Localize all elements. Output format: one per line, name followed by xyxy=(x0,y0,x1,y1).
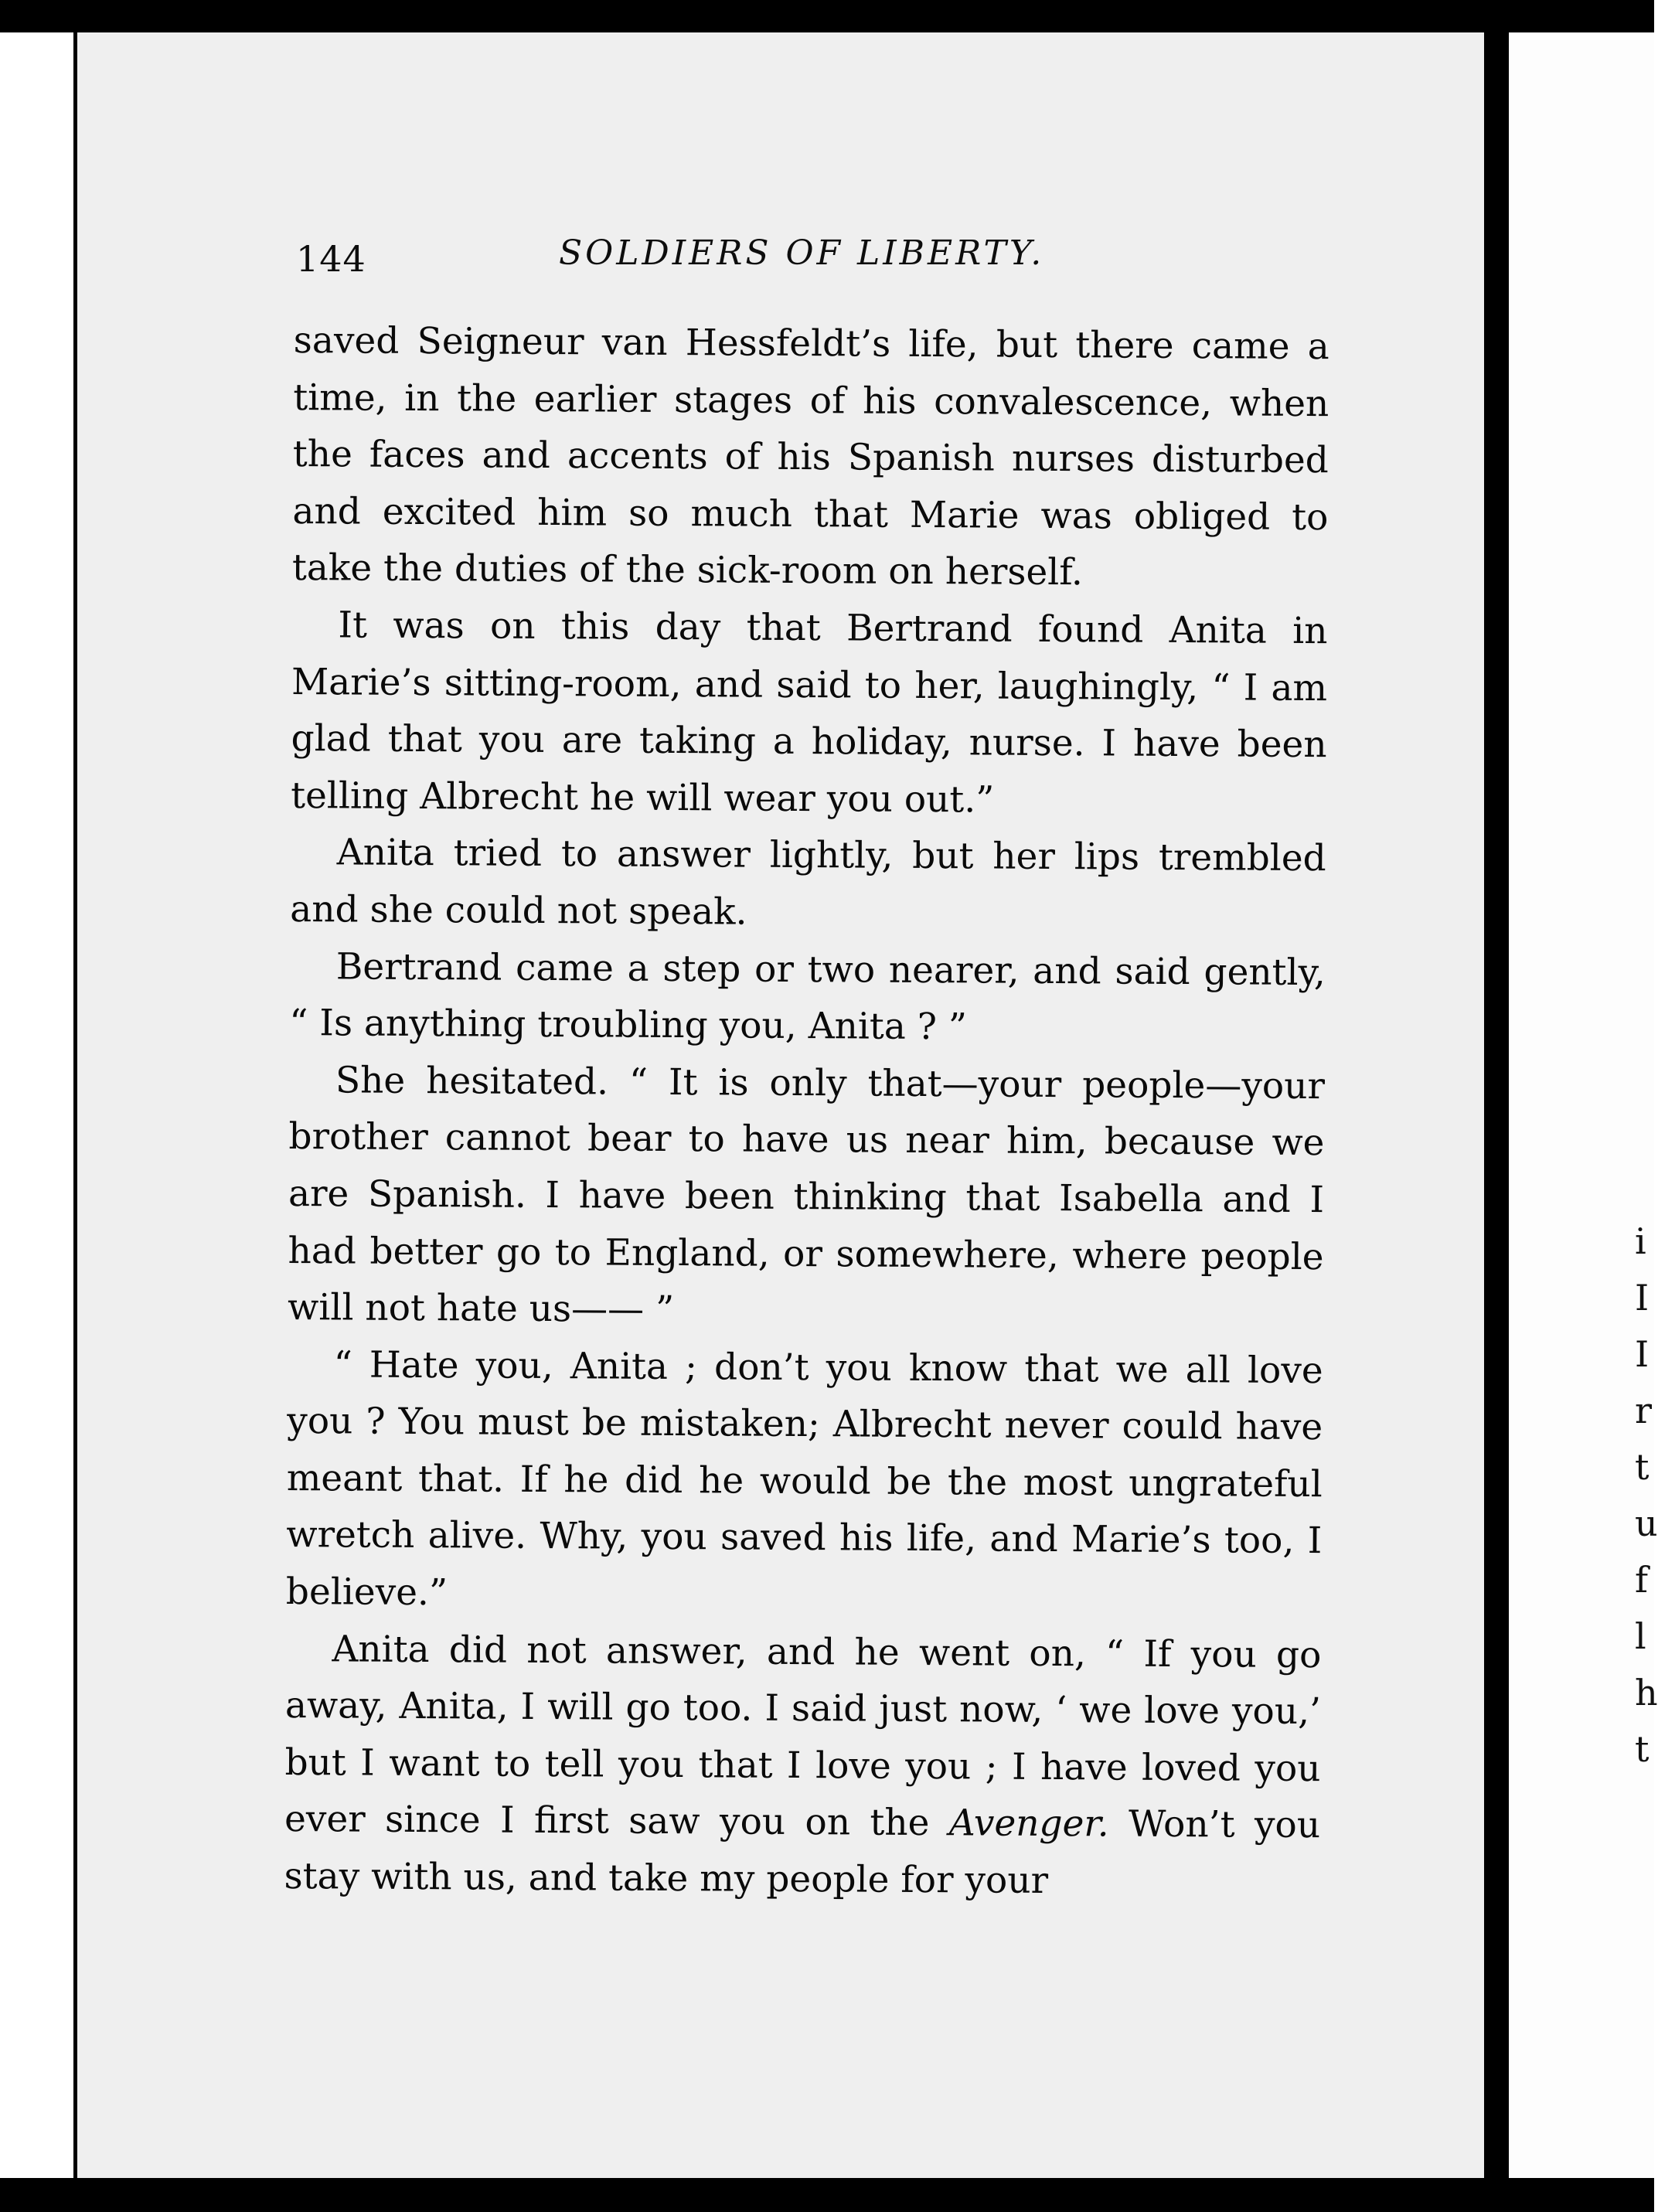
edge-letter: t xyxy=(1635,1728,1649,1770)
page-header xyxy=(296,233,1332,280)
paragraph: It was on this day that Bertrand found Anita in Marie’s sitting-room, and said to her, laughingly, “ I am glad that you are taking a holiday, nurse. I have been telling Albrecht he will wear you out.” xyxy=(291,604,1328,822)
edge-letter: i xyxy=(1635,1220,1646,1262)
edge-letter: r xyxy=(1635,1390,1652,1431)
scan-border-bottom xyxy=(0,2178,1654,2212)
edge-letter: h xyxy=(1635,1672,1658,1713)
paragraph-text-tail: Won’t you stay with us, and take my people for your xyxy=(284,1802,1321,1903)
body-text xyxy=(284,312,1329,1911)
paragraph: She hesitated. “ It is only that—your people—your brother cannot bear to have us near him, because we are Spanish. I have been thinking that Isabella and I had better go to England, or somewhere, where people will not hate us—— ” xyxy=(287,1059,1326,1332)
running-title: SOLDIERS OF LIBERTY. xyxy=(559,233,1045,273)
paragraph: “ Hate you, Anita ; don’t you know that we all love you ? You must be mistaken; Albrecht never could have meant that. If he did he would be the most ungrateful wretch alive. Why, you saved his life, and Marie’s too, I believe.” xyxy=(285,1343,1323,1615)
facing-page-letters xyxy=(1635,1213,1658,1778)
paragraph: Anita tried to answer lightly, but her lips trembled and she could not speak. xyxy=(290,831,1326,934)
edge-letter: I xyxy=(1635,1333,1649,1375)
ship-name: Avenger. xyxy=(948,1802,1109,1846)
page-gutter xyxy=(1484,23,1509,2180)
edge-letter: I xyxy=(1635,1277,1649,1319)
edge-letter: u xyxy=(1635,1502,1658,1544)
edge-letter: f xyxy=(1635,1559,1649,1601)
paragraph: Bertrand came a step or two nearer, and said gently, “ Is anything troubling you, Anita ? ” xyxy=(289,944,1326,1049)
paragraph-text: Anita did not answer, and he went on, “ If you go away, Anita, I will go too. I said just now, ‘ we love you,’ but I want to tell you that I love you ; I have loved you ever since I first saw you on the xyxy=(284,1627,1322,1845)
facing-page-edge xyxy=(1509,32,1658,2178)
edge-letter: t xyxy=(1635,1446,1649,1488)
page-number: 144 xyxy=(296,238,366,280)
scan-border-top xyxy=(0,0,1654,32)
paragraph-last xyxy=(284,1621,1321,1911)
edge-letter: l xyxy=(1635,1615,1646,1657)
paragraph: saved Seigneur van Hessfeldt’s life, but there came a time, in the earlier stages of his convalescence, when the faces and accents of his Spanish nurses disturbed and excited him so much that Marie was obliged to take the duties of the sick-room on herself. xyxy=(291,318,1329,594)
